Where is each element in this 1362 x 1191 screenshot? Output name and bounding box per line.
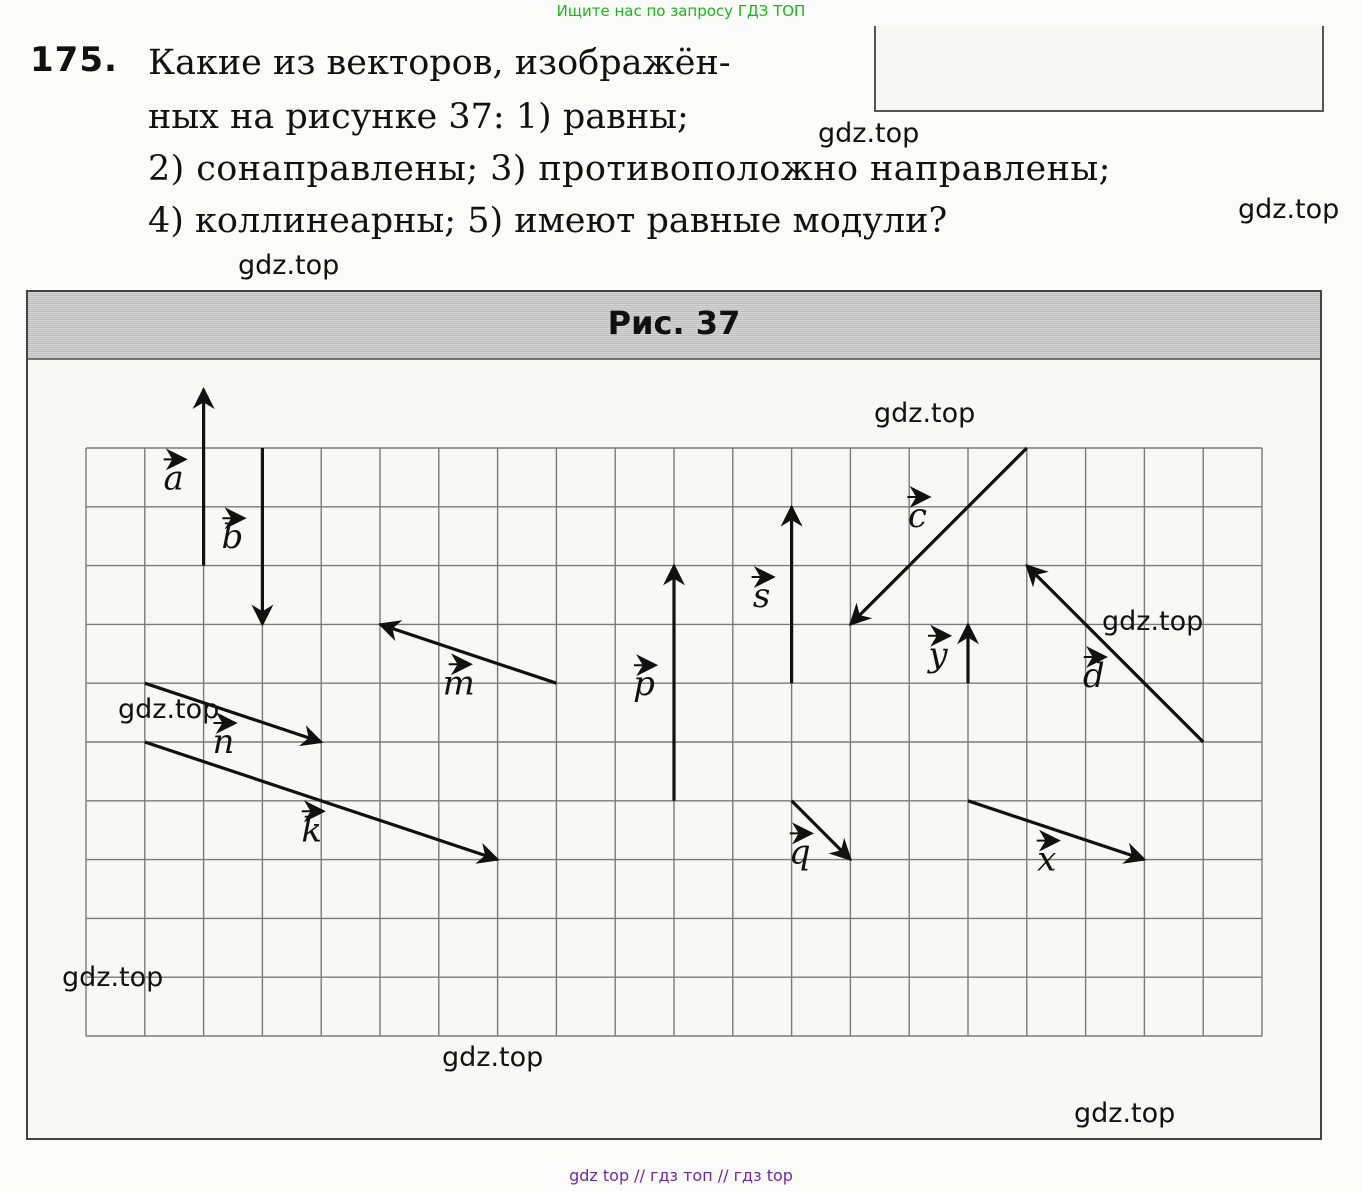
vector-label-n: n [212,722,235,763]
vector-label-p: p [633,664,655,705]
vector-label-d: d [1082,656,1105,697]
watermark: gdz.top [1238,194,1340,225]
problem-line-4: 4) коллинеарны; 5) имеют равные модули? [148,201,948,241]
watermark: gdz.top [818,118,920,149]
vector-d [1027,566,1203,742]
watermark: gdz.top [238,250,340,281]
vector-label-a: a [163,458,184,499]
watermark: gdz.top [1074,1098,1176,1129]
vector-label-x: x [1037,839,1057,880]
watermark: gdz.top [62,962,164,993]
watermark: gdz.top [1102,606,1204,637]
figure-title: Рис. 37 [607,304,741,342]
footer-links: gdz top // гдз топ // гдз top [569,1166,793,1185]
problem-line-2: ных на рисунке 37: 1) равны; [148,97,689,137]
watermark: gdz.top [874,398,976,429]
vector-label-s: s [752,576,771,616]
problem-number: 175. [30,40,118,80]
problem-line-3: 2) сонаправлены; 3) противоположно направлены; [148,149,1111,189]
vector-label-q: q [788,832,811,873]
vector-label-c: c [907,495,927,536]
watermark: gdz.top [442,1042,544,1073]
vector-label-m: m [442,663,475,704]
watermark: gdz.top [118,694,220,725]
vector-label-b: b [221,517,244,558]
problem-line-1: Какие из векторов, изображён- [148,43,731,83]
vector-c [850,448,1026,624]
vector-label-y: y [928,634,948,675]
search-banner: Ищите нас по запросу ГДЗ ТОП [556,2,806,20]
vector-label-k: k [301,810,323,851]
